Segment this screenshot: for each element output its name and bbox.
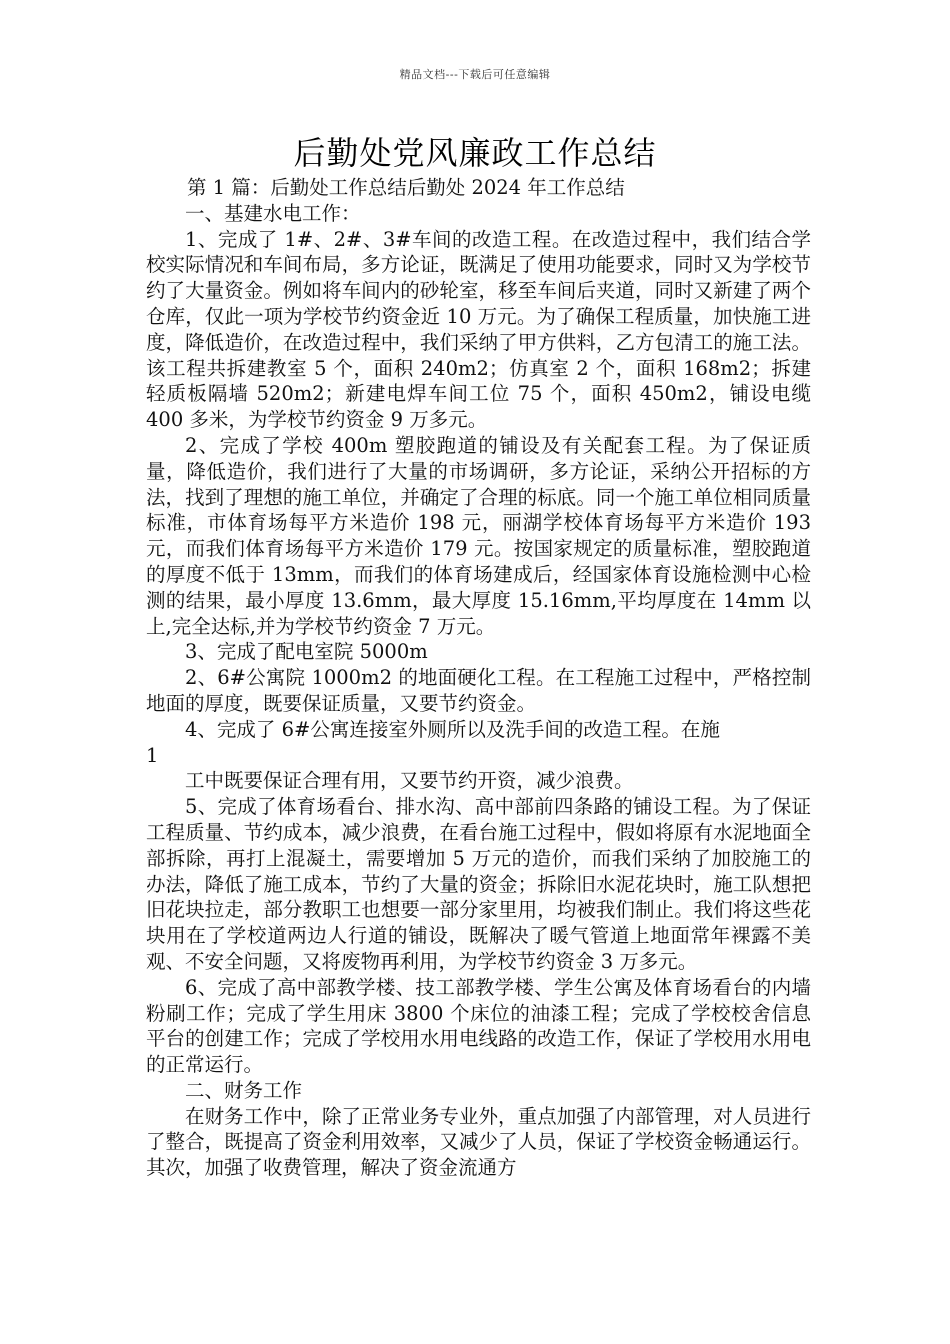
document-body <box>146 175 811 1181</box>
paragraph-finance: 在财务工作中，除了正常业务专业外，重点加强了内部管理，对人员进行了整合，既提高了资金利用效率，又减少了人员，保证了学校资金畅通运行。其次，加强了收费管理，解决了资金流通方 <box>146 1104 811 1180</box>
paragraph-item-2: 2、完成了学校 400m 塑胶跑道的铺设及有关配套工程。为了保证质量，降低造价，我们进行了大量的市场调研，多方论证，采纳公开招标的方法，找到了理想的施工单位，并确定了合理的标底。同一个施工单位相同质量标准，市体育场每平方米造价 198 元，丽湖学校体育场每平方米造价 193 元，而我们体育场每平方米造价 179 元。按国家规定的质量标准，塑胶跑道的厚度不低于 13mm，而我们的体育场建成后，经国家体育设施检测中心检测的结果，最小厚度 13.6mm，最大厚度 15.16mm,平均厚度在 14mm 以上,完全达标,并为学校节约资金 7 万元。 <box>146 433 811 638</box>
paragraph-item-3: 3、完成了配电室院 5000m <box>185 640 428 664</box>
paragraph-item-4: 4、完成了 6#公寓连接室外厕所以及洗手间的改造工程。在施 <box>185 717 720 741</box>
paragraph-item-4-cont: 工中既要保证合理有用，又要节约开资，减少浪费。 <box>185 769 634 793</box>
section-heading-infrastructure: 一、基建水电工作： <box>185 201 361 225</box>
header-note: 精品文档---下载后可任意编辑 <box>399 68 551 81</box>
section-heading-finance: 二、财务工作 <box>185 1078 303 1102</box>
paragraph-item-3-cont: 2、6#公寓院 1000m2 的地面硬化工程。在工程施工过程中，严格控制地面的厚度，既要保证质量，又要节约资金。 <box>146 666 811 715</box>
page-number: 1 <box>146 743 159 767</box>
paragraph-item-6: 6、完成了高中部教学楼、技工部教学楼、学生公寓及体育场看台的内墙粉刷工作；完成了学生用床 3800 个床位的油漆工程；完成了学校校舍信息平台的创建工作；完成了学校用水用电线路的改造工作，保证了学校用水用电的正常运行。 <box>146 975 811 1077</box>
page-title: 后勤处党风廉政工作总结 <box>293 134 657 172</box>
paragraph-item-5: 5、完成了体育场看台、排水沟、高中部前四条路的铺设工程。为了保证工程质量、节约成本，减少浪费，在看台施工过程中，假如将原有水泥地面全部拆除，再打上混凝土，需要增加 5 万元的造价，而我们采纳了加胶施工的办法，降低了施工成本，节约了大量的资金；拆除旧水泥花块时，施工队想把旧花块拉走，部分教职工也想要一部分家里用，均被我们制止。我们将这些花块用在了学校道两边人行道的铺设，既解决了暖气管道上地面常年裸露不美观、不安全问题，又将废物再利用，为学校节约资金 3 万多元。 <box>146 795 811 973</box>
chapter-heading: 第 1 篇：后勤处工作总结后勤处 2024 年工作总结 <box>186 176 625 199</box>
paragraph-item-1: 1、完成了 1#、2#、3#车间的改造工程。在改造过程中，我们结合学校实际情况和车间布局，多方论证，既满足了使用功能要求，同时又为学校节约了大量资金。例如将车间内的砂轮室，移至车间后夹道，同时又新建了两个仓库，仅此一项为学校节约资金近 10 万元。为了确保工程质量，加快施工进度，降低造价，在改造过程中，我们采纳了甲方供料，乙方包清工的施工法。该工程共拆建教室 5 个，面积 240m2；仿真室 2 个，面积 168m2；拆建轻质板隔墙 520m2；新建电焊车间工位 75 个，面积 450m2，铺设电缆 400 多米，为学校节约资金 9 万多元。 <box>146 227 811 432</box>
